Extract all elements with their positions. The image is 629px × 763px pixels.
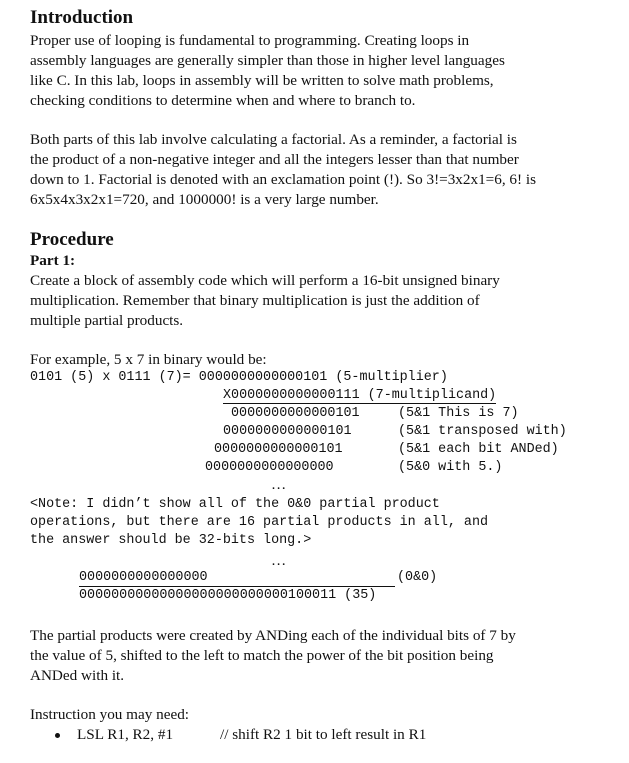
multiplication-expression: [30, 369, 448, 387]
procedure-paragraph-2: [30, 626, 615, 686]
text-line: assembly languages are generally simpler than those in higher level languages: [30, 52, 505, 69]
last-partial-product-row: [79, 569, 438, 587]
partial-product-note: (5&1 each bit ANDed): [398, 442, 559, 457]
partial-product-note: (5&1 transposed with): [398, 424, 567, 439]
procedure-heading: Procedure: [30, 229, 114, 250]
text-line: multiplication. Remember that binary multiplication is just the addition of: [30, 292, 480, 309]
partial-product-bits: 0000000000000000: [205, 460, 334, 475]
part-1-label: Part 1:: [30, 252, 76, 269]
instruction-list-item: [55, 725, 615, 745]
bullet-icon: [55, 733, 60, 738]
note-line: operations, but there are 16 partial products in all, and: [30, 515, 489, 530]
text-line: multiple partial products.: [30, 312, 184, 329]
partial-product-row: [223, 423, 567, 441]
text-line: The partial products were created by ANDing each of the individual bits of 7 by: [30, 627, 516, 644]
intro-paragraph-2: [30, 130, 615, 210]
expression-prefix: 0101 (5) x 0111 (7)=: [30, 370, 199, 385]
ellipsis: …: [271, 552, 287, 569]
multiplicand-row: [223, 387, 496, 405]
text-line: down to 1. Factorial is denoted with an exclamation point (!). So 3!=3x2x1=6, 6! is: [30, 171, 537, 188]
partial-product-row: [214, 441, 559, 459]
text-line: the value of 5, shifted to the left to match the power of the bit position being: [30, 647, 494, 664]
partial-product-bits: 0000000000000101: [223, 424, 352, 439]
partial-product-note: (5&1 This is 7): [398, 406, 519, 421]
partial-product-row: [205, 459, 503, 477]
text-line: like C. In this lab, loops in assembly will be written to solve math problems,: [30, 72, 494, 89]
text-line: ANDed with it.: [30, 667, 125, 684]
multiplier-row: 0000000000000101 (5-multiplier): [198, 370, 448, 385]
multiplicand-text: X0000000000000111 (7-multiplicand): [223, 388, 497, 403]
partial-product-bits: 0000000000000101: [214, 442, 343, 457]
example-intro: For example, 5 x 7 in binary would be:: [30, 351, 267, 368]
text-line: the product of a non-negative integer and all the integers lesser than that number: [30, 151, 519, 168]
text-line: checking conditions to determine when and where to branch to.: [30, 92, 416, 109]
partial-product-bits: 0000000000000101: [231, 406, 360, 421]
last-partial-product-bits: 0000000000000000: [79, 570, 208, 585]
text-line: Create a block of assembly code which will perform a 16-bit unsigned binary: [30, 272, 500, 289]
procedure-paragraph-1: [30, 271, 615, 331]
text-line: Both parts of this lab involve calculating a factorial. As a reminder, a factorial is: [30, 131, 517, 148]
text-line: 6x5x4x3x2x1=720, and 1000000! is a very large number.: [30, 191, 379, 208]
instruction-comment: // shift R2 1 bit to left result in R1: [220, 726, 427, 743]
introduction-heading: Introduction: [30, 7, 134, 28]
instruction-intro: Instruction you may need:: [30, 706, 190, 723]
partial-product-row: [231, 405, 519, 423]
text-line: Proper use of looping is fundamental to programming. Creating loops in: [30, 32, 470, 49]
last-partial-product-note: (0&0): [397, 570, 438, 585]
intro-paragraph-1: [30, 31, 615, 111]
instruction-code: LSL R1, R2, #1: [77, 726, 174, 743]
partial-product-note: (5&0 with 5.): [398, 460, 503, 475]
note-line: the answer should be 32-bits long.>: [30, 533, 312, 548]
note-block: [30, 496, 488, 550]
result-row: 00000000000000000000000000100011 (35): [79, 588, 377, 603]
note-line: <Note: I didn’t show all of the 0&0 partial product: [30, 497, 440, 512]
ellipsis: …: [271, 476, 287, 493]
